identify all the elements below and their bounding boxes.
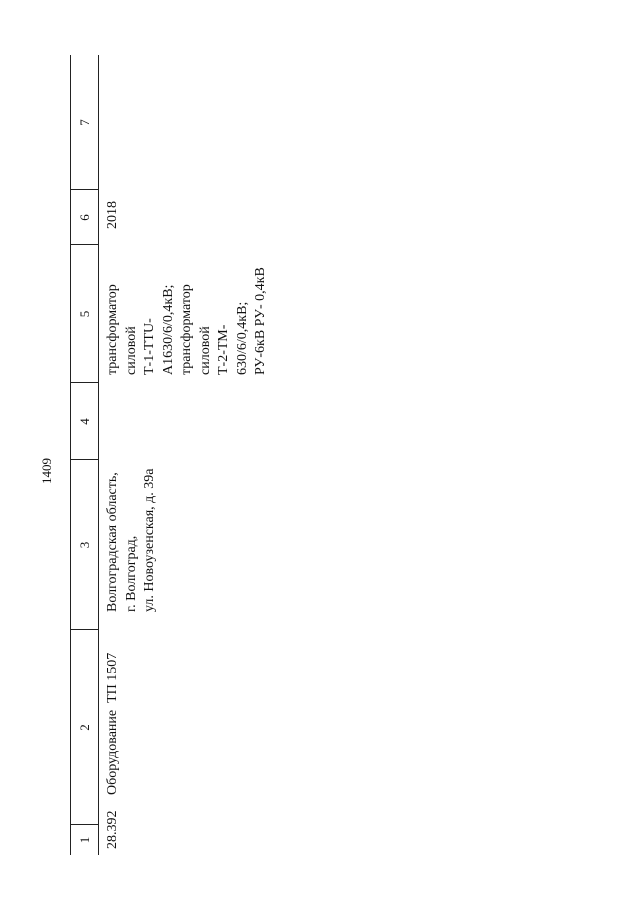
table-top-rule: [70, 55, 71, 855]
address-line: ул. Новоузенская, д. 39а: [142, 468, 157, 612]
row-number-cell: 28.392: [105, 810, 120, 849]
description-line: трансформатор: [105, 284, 120, 375]
table-sheet: [70, 55, 270, 855]
description-line: Т-2-ТМ-: [216, 324, 231, 375]
address-line: Волгоградская область,: [105, 472, 120, 612]
column-number-2: 2: [77, 724, 92, 731]
column-number-1: 1: [77, 836, 92, 844]
description-line: РУ-6кВ РУ- 0,4кВ: [253, 267, 268, 375]
description-cell: [104, 235, 271, 375]
description-line: А1630/6/0,4кВ;: [160, 284, 176, 375]
column-number-3: 3: [77, 541, 92, 549]
header-bottom-rule: [98, 55, 99, 855]
object-name-cell: Оборудование ТП 1507: [105, 652, 120, 795]
description-line: силовой: [197, 326, 213, 375]
address-cell: [104, 412, 160, 612]
description-line: Т-1-ТТU-: [142, 318, 157, 375]
page-number: 1409: [39, 458, 54, 484]
description-line: силовой: [123, 326, 139, 375]
column-number-5: 5: [77, 310, 92, 318]
description-line: 630/6/0,4кВ;: [234, 301, 250, 375]
address-line: г. Волгоград,: [123, 535, 139, 612]
year-cell: 2018: [105, 201, 120, 229]
column-number-7: 7: [77, 119, 92, 126]
description-line: трансформатор: [179, 284, 194, 375]
column-number-4: 4: [77, 418, 92, 425]
column-number-6: 6: [77, 214, 92, 221]
